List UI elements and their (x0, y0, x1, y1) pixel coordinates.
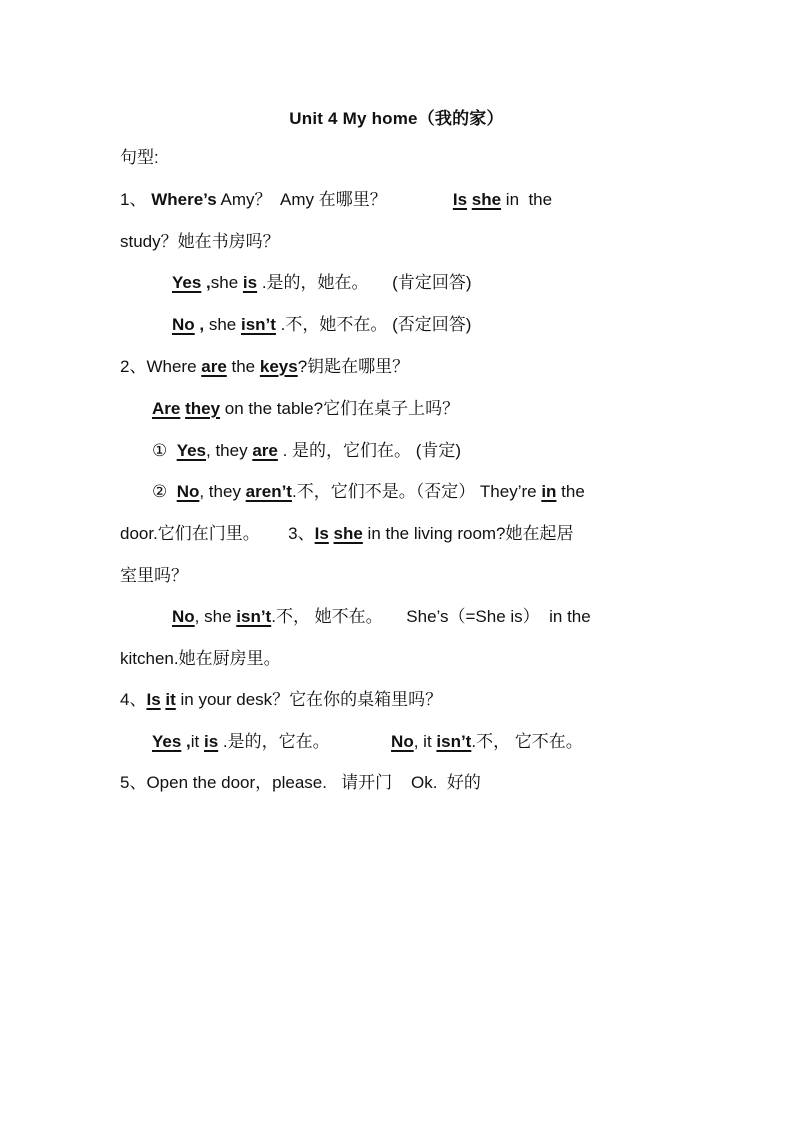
keyword-bold: , (194, 315, 205, 334)
text-segment: .不， 它不在。 (471, 732, 583, 751)
keyword-underlined: isn’t (236, 607, 272, 626)
keyword-bold: , (181, 732, 191, 751)
text-segment: . 是的，它们在。 (肯定) (277, 441, 462, 460)
text-segment: , it (413, 732, 437, 751)
text-segment: 4、 (120, 690, 147, 709)
keyword-underlined: Is (146, 690, 161, 709)
keyword-underlined: are (201, 357, 227, 376)
text-segment: Amy？ Amy 在哪里？ (216, 190, 453, 209)
keyword-underlined: is (242, 273, 258, 292)
text-segment: in the living room?她在起居 (362, 524, 574, 543)
text-line (120, 564, 676, 588)
text-segment: ① (152, 441, 177, 460)
keyword-underlined: they (185, 399, 221, 418)
text-segment: kitchen.她在厨房里。 (120, 649, 281, 668)
text-segment: , she (194, 607, 237, 626)
text-segment: she (210, 273, 243, 292)
keyword-underlined: No (172, 607, 195, 626)
keyword-underlined: isn’t (436, 732, 472, 751)
text-segment: .不，它们不是。（否定） They’re (291, 482, 542, 501)
keyword-underlined: No (176, 482, 200, 501)
text-segment: 1、 (120, 190, 152, 209)
text-line (120, 688, 676, 712)
keyword-underlined: is (204, 732, 219, 751)
text-segment: ② (152, 482, 177, 501)
text-segment: the (556, 482, 585, 501)
text-segment: she (204, 315, 241, 334)
text-segment: .不，她不在。 (否定回答) (275, 315, 472, 334)
text-segment: 室里吗？ (120, 566, 188, 585)
text-line (172, 605, 676, 629)
keyword-underlined: are (252, 441, 278, 460)
text-line (152, 480, 676, 504)
text-line (120, 355, 676, 379)
keyword-underlined: No (172, 315, 195, 334)
text-line (172, 313, 676, 337)
text-line (152, 397, 676, 421)
text-segment: , they (199, 482, 246, 501)
text-segment: ?钥匙在哪里？ (297, 357, 410, 376)
text-line (120, 188, 676, 212)
keyword-underlined: No (391, 732, 414, 751)
text-segment: .不， 她不在。 She’s（=She is） in the (271, 607, 591, 626)
text-segment: .是的，它在。 (218, 732, 392, 751)
keyword-underlined: Yes (176, 441, 206, 460)
keyword-underlined: isn’t (240, 315, 276, 334)
text-segment: , they (206, 441, 253, 460)
page-title: Unit 4 My home（我的家） (289, 109, 504, 128)
text-line (120, 647, 676, 671)
keyword-underlined: it (165, 690, 176, 709)
keyword-underlined: in (541, 482, 557, 501)
text-segment: the (226, 357, 260, 376)
keyword-underlined: Yes (152, 732, 182, 751)
keyword-underlined: aren’t (245, 482, 292, 501)
keyword-underlined: she (333, 524, 363, 543)
text-line (172, 271, 676, 295)
text-segment: door.它们在门里。 3、 (120, 524, 315, 543)
text-segment: 2、Where (120, 357, 202, 376)
text-line (120, 230, 676, 254)
text-line (120, 146, 676, 170)
text-segment: 5、Open the door，please. 请开门 Ok. 好的 (120, 773, 481, 792)
keyword-underlined: Are (152, 399, 181, 418)
text-line (120, 522, 676, 546)
text-segment: in your desk？它在你的桌箱里吗？ (175, 690, 443, 709)
text-line (152, 730, 676, 754)
text-line (152, 439, 676, 463)
text-segment: in the (501, 190, 553, 209)
keyword-underlined: she (471, 190, 502, 209)
keyword-bold: Where’s (151, 190, 217, 209)
text-segment: study？她在书房吗？ (120, 232, 280, 251)
text-segment: .是的，她在。 (肯定回答) (257, 273, 472, 292)
text-line (120, 771, 676, 795)
keyword-underlined: keys (259, 357, 298, 376)
text-segment: on the table?它们在桌子上吗？ (220, 399, 460, 418)
text-segment: 句型: (120, 148, 159, 167)
keyword-underlined: Is (452, 190, 468, 209)
text-segment: it (190, 732, 204, 751)
keyword-underlined: Yes (172, 273, 202, 292)
keyword-underlined: Is (314, 524, 329, 543)
keyword-bold: , (201, 273, 211, 292)
